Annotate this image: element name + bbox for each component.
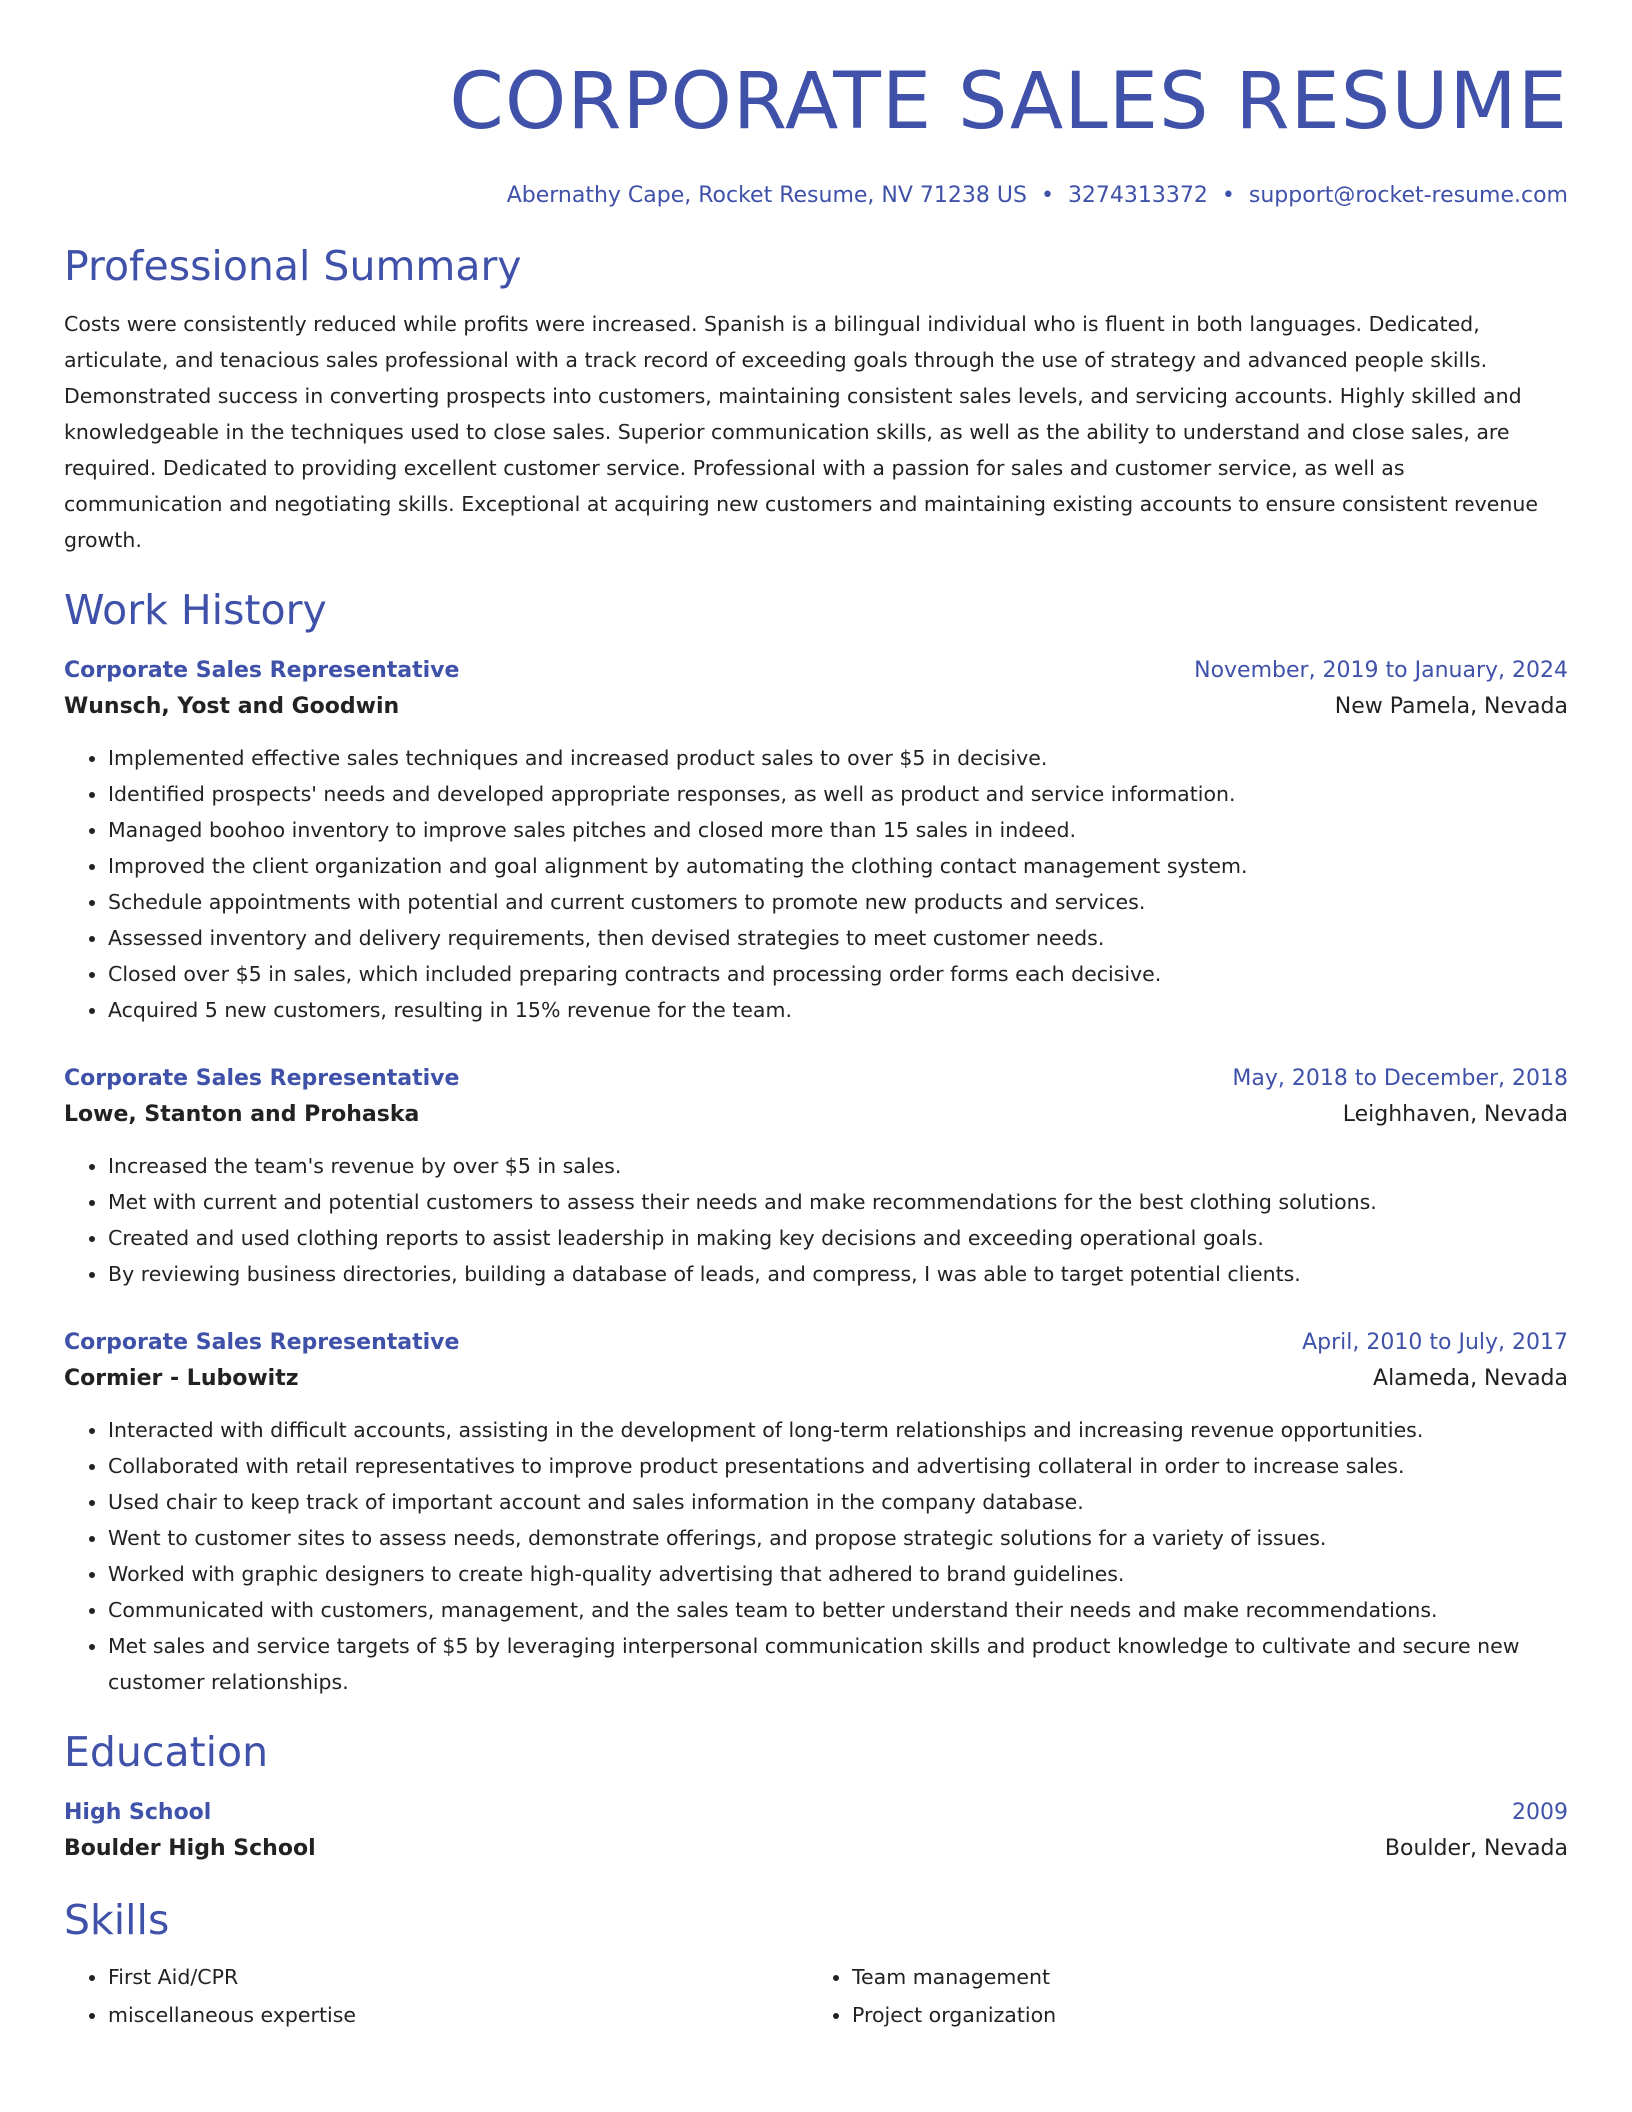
job-location: Alameda, Nevada: [1373, 1366, 1568, 1391]
education-school: Boulder High School: [64, 1836, 316, 1861]
job-entry: [64, 1326, 1568, 1700]
skills-column-left: [64, 1958, 808, 2034]
job-bullet: • Used chair to keep track of important account and sales information in the company database.: [108, 1484, 1568, 1520]
skill-item: • First Aid/CPR: [108, 1958, 808, 1996]
job-bullet: • Met sales and service targets of $5 by leveraging interpersonal communication skills and product knowledge to cultivate and secure new customer relationships.: [108, 1628, 1568, 1700]
job-location: Leighhaven, Nevada: [1342, 1102, 1568, 1127]
job-bullets: [64, 1148, 1568, 1292]
job-bullet: • Created and used clothing reports to assist leadership in making key decisions and exceeding operational goals.: [108, 1220, 1568, 1256]
job-bullet: • Identified prospects' needs and developed appropriate responses, as well as product and service information.: [108, 776, 1568, 812]
job-bullets: [64, 1412, 1568, 1700]
skill-item: • Team management: [852, 1958, 1552, 1996]
contact-email: support@rocket-resume.com: [1248, 183, 1568, 208]
skills-heading: Skills: [64, 1896, 170, 1944]
work-history-heading: Work History: [64, 586, 327, 634]
job-bullet: • Worked with graphic designers to create high-quality advertising that adhered to brand guidelines.: [108, 1556, 1568, 1592]
job-role: Corporate Sales Representative: [64, 658, 460, 683]
education-location: Boulder, Nevada: [1384, 1836, 1568, 1861]
education-entry: [64, 1796, 1568, 1868]
job-employer: Wunsch, Yost and Goodwin: [64, 694, 400, 719]
skills-list: [64, 1958, 1568, 2034]
job-bullet: • Schedule appointments with potential and current customers to promote new products and services.: [108, 884, 1568, 920]
job-bullet: • Managed boohoo inventory to improve sales pitches and closed more than 15 sales in indeed.: [108, 812, 1568, 848]
job-bullet: • Assessed inventory and delivery requirements, then devised strategies to meet customer needs.: [108, 920, 1568, 956]
education-year: 2009: [1512, 1800, 1568, 1825]
skill-item: • Project organization: [852, 1996, 1552, 2034]
job-dates: November, 2019 to January, 2024: [1194, 658, 1568, 683]
skills-column-right: [808, 1958, 1552, 2034]
job-bullet: • Closed over $5 in sales, which included preparing contracts and processing order forms each decisive.: [108, 956, 1568, 992]
contact-phone: 3274313372: [1067, 183, 1208, 208]
resume-page: [64, 0, 1568, 2034]
contact-separator: •: [1040, 183, 1054, 208]
job-entry: [64, 654, 1568, 1028]
contact-separator: •: [1221, 183, 1235, 208]
contact-address: Abernathy Cape, Rocket Resume, NV 71238 US: [506, 183, 1027, 208]
job-bullet: • Communicated with customers, management, and the sales team to better understand their needs and make recommendations.: [108, 1592, 1568, 1628]
job-employer: Cormier - Lubowitz: [64, 1366, 299, 1391]
job-bullet: • By reviewing business directories, building a database of leads, and compress, I was able to target potential clients.: [108, 1256, 1568, 1292]
resume-title: CORPORATE SALES RESUME: [449, 57, 1568, 147]
summary-text: Costs were consistently reduced while profits were increased. Spanish is a bilingual individual who is fluent in both languages. Dedicated, articulate, and tenacious sales professional with a track record of exceeding goals through the use of strategy and advanced people skills. Demonstrated success in converting prospects into customers, maintaining consistent sales levels, and servicing accounts. Highly skilled and knowledgeable in the techniques used to close sales. Superior communication skills, as well as the ability to understand and close sales, are required. Dedicated to providing excellent customer service. Professional with a passion for sales and customer service, as well as communication and negotiating skills. Exceptional at acquiring new customers and maintaining existing accounts to ensure consistent revenue growth.: [64, 312, 1538, 552]
job-dates: May, 2018 to December, 2018: [1232, 1066, 1568, 1091]
job-entry: [64, 1062, 1568, 1292]
job-bullet: • Implemented effective sales techniques and increased product sales to over $5 in decisive.: [108, 740, 1568, 776]
job-bullet: • Interacted with difficult accounts, assisting in the development of long-term relationships and increasing revenue opportunities.: [108, 1412, 1568, 1448]
education-heading: Education: [64, 1728, 269, 1776]
job-role: Corporate Sales Representative: [64, 1066, 460, 1091]
job-role: Corporate Sales Representative: [64, 1330, 460, 1355]
job-bullet: • Met with current and potential customers to assess their needs and make recommendations for the best clothing solutions.: [108, 1184, 1568, 1220]
job-bullet: • Increased the team's revenue by over $5 in sales.: [108, 1148, 1568, 1184]
job-dates: April, 2010 to July, 2017: [1302, 1330, 1568, 1355]
job-bullets: [64, 740, 1568, 1028]
job-bullet: • Went to customer sites to assess needs, demonstrate offerings, and propose strategic solutions for a variety of issues.: [108, 1520, 1568, 1556]
education-degree: High School: [64, 1800, 212, 1825]
job-location: New Pamela, Nevada: [1334, 694, 1568, 719]
job-bullet: • Improved the client organization and goal alignment by automating the clothing contact management system.: [108, 848, 1568, 884]
job-bullet: • Collaborated with retail representatives to improve product presentations and advertising collateral in order to increase sales.: [108, 1448, 1568, 1484]
job-employer: Lowe, Stanton and Prohaska: [64, 1102, 420, 1127]
contact-line: [64, 180, 1568, 212]
job-bullet: • Acquired 5 new customers, resulting in 15% revenue for the team.: [108, 992, 1568, 1028]
skill-item: • miscellaneous expertise: [108, 1996, 808, 2034]
summary-heading: Professional Summary: [64, 242, 522, 290]
